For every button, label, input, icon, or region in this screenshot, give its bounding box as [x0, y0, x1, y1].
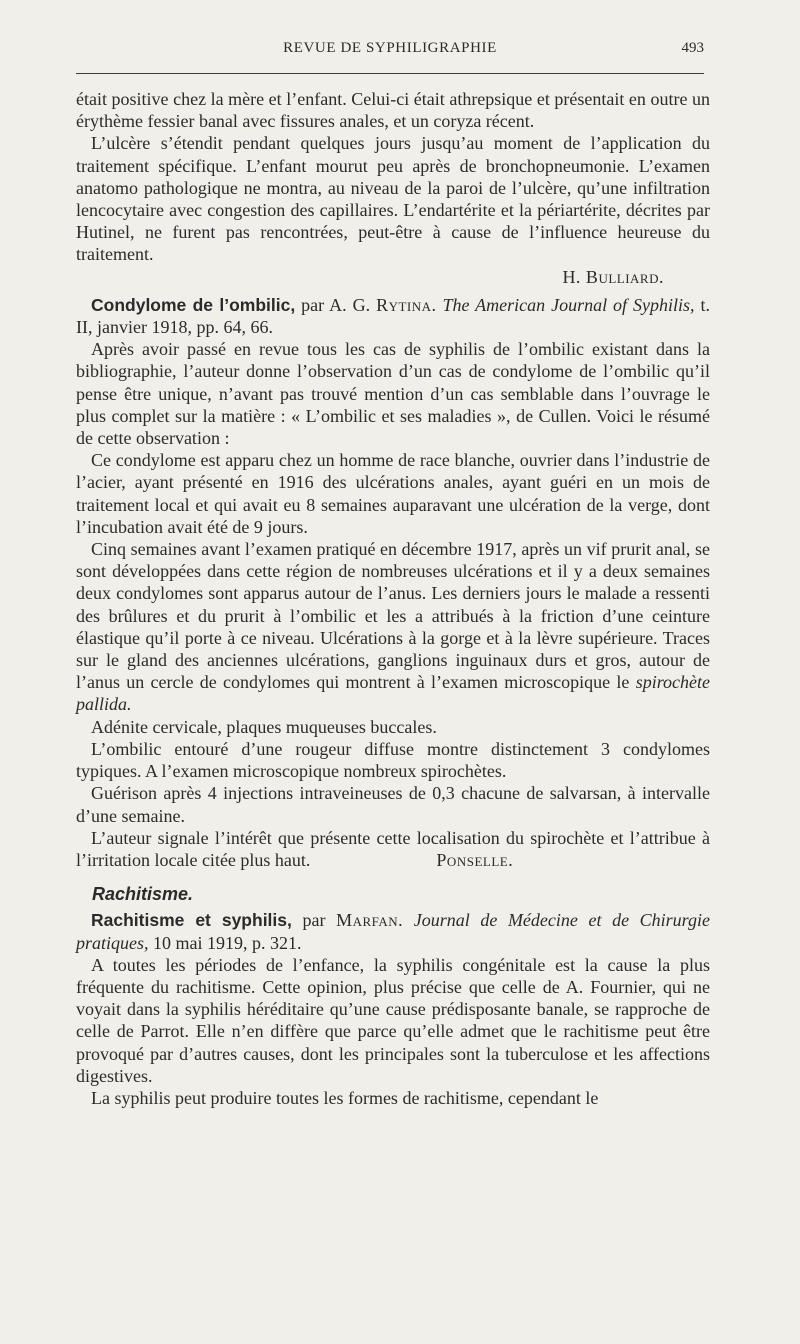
author-signature: [76, 266, 664, 288]
header-rule: [76, 73, 704, 74]
paragraph: Adénite cervicale, plaques muqueuses buccales.: [91, 716, 437, 737]
running-head: [76, 40, 704, 64]
entry-title: Rachitisme et syphilis,: [91, 910, 292, 931]
running-head-title: REVUE DE SYPHILIGRAPHIE: [283, 40, 497, 56]
review-entry-heading: [76, 909, 710, 953]
signature-text: H. Bulliard.: [562, 266, 664, 287]
body-text: [76, 88, 710, 1109]
entry-by: par: [291, 910, 337, 931]
paragraph: L’ombilic entouré d’une rougeur diffuse montre distinctement 3 condylomes typiques. A l’examen microscopique nombreux spirochètes.: [76, 738, 710, 782]
paragraph-text: Cinq semaines avant l’examen pratiqué en décembre 1917, après un vif prurit anal, se sont développées dans cette région de nombreuses ulcérations et il y a deux semaines deux condylomes sont apparus autour de l’anus. Les derniers jours le malade a ressenti des brûlures et du prurit à l’ombilic et les a attribués à la friction d’une ceinture élastique qu’il porte à ce niveau. Ulcérations à la gorge et à la lèvre supérieure. Traces sur le gland des anciennes ulcérations, ganglions inguinaux durs et gros, autour de l’anus un cercle de condylomes qui montrent à l’examen microscopique le: [76, 539, 710, 693]
italic-term: spirochète pallida.: [76, 672, 710, 715]
review-entry-heading: [76, 294, 710, 338]
author-signature: Ponselle.: [436, 849, 514, 870]
entry-reference: t. II, janvier 1918, pp. 64, 66.: [76, 294, 710, 338]
entry-title: Condylome de l’ombilic,: [91, 294, 296, 315]
entry-journal: Journal de Médecine et de Chirurgie pratiques,: [76, 910, 710, 953]
section-title: Rachitisme.: [92, 884, 194, 905]
paragraph: Guérison après 4 injections intraveineuses de 0,3 chacune de salvarsan, à intervalle d’une semaine.: [76, 783, 710, 826]
paragraph: A toutes les périodes de l’enfance, la syphilis congénitale est la cause la plus fréquente du rachitisme. Cette opinion, plus précise que celle de A. Fournier, qui ne voyait dans la syphilis héréditaire qu’une cause prédisposante banale, se rapproche de celle de Parrot. Elle n’en diffère que parce qu’elle admet que le rachitisme peut être provoqué par d’autres causes, dont les principales sont la tuberculose et les affections digestives.: [76, 954, 710, 1086]
paragraph: Après avoir passé en revue tous les cas de syphilis de l’ombilic existant dans la bibliographie, l’auteur donne l’observation d’un cas de condylome de l’ombilic qu’il pense être unique, n’avant pas trouvé mention d’un cas semblable dans l’ouvrage le plus complet sur la matière : « L’ombilic et ses maladies », de Cullen. Voici le résumé de cette observation :: [76, 339, 710, 449]
entry-by: par A. G.: [295, 294, 377, 315]
page-number: 493: [681, 40, 704, 56]
entry-author: Rytina.: [376, 294, 437, 315]
paragraph-continuation: était positive chez la mère et l’enfant. Celui-ci était athrepsique et présentait en outre un érythème fessier banal avec fissures anales, et un coryza récent.: [76, 89, 710, 132]
entry-journal: The American Journal of Syphilis,: [436, 294, 695, 315]
entry-reference: 10 mai 1919, p. 321.: [148, 932, 302, 953]
entry-author: Marfan.: [336, 910, 404, 931]
paragraph: [76, 538, 710, 716]
paragraph-truncated: La syphilis peut produire toutes les formes de rachitisme, cependant le: [91, 1087, 599, 1108]
paragraph: [76, 827, 710, 871]
paragraph: Ce condylome est apparu chez un homme de race blanche, ouvrier dans l’industrie de l’acier, ayant présenté en 1916 des ulcérations anales, ayant guéri en un mois de traitement local et qui avait eu 8 semaines auparavant une ulcération de la verge, dont l’incubation avait été de 9 jours.: [76, 450, 710, 537]
paragraph: L’ulcère s’étendit pendant quelques jours jusqu’au moment de l’application du traitement spécifique. L’enfant mourut peu après de bronchopneumonie. L’examen anatomo pathologique ne montra, au niveau de la paroi de l’ulcère, qu’une infiltration lencocytaire avec congestion des capillaires. L’endartérite et la périartérite, décrites par Hutinel, ne furent pas rencontrées, peut-être à cause de l’influence heureuse du traitement.: [76, 133, 710, 265]
paragraph-text: L’auteur signale l’intérêt que présente cette localisation du spirochète et l’attribue à l’irritation locale citée plus haut.: [76, 827, 710, 870]
